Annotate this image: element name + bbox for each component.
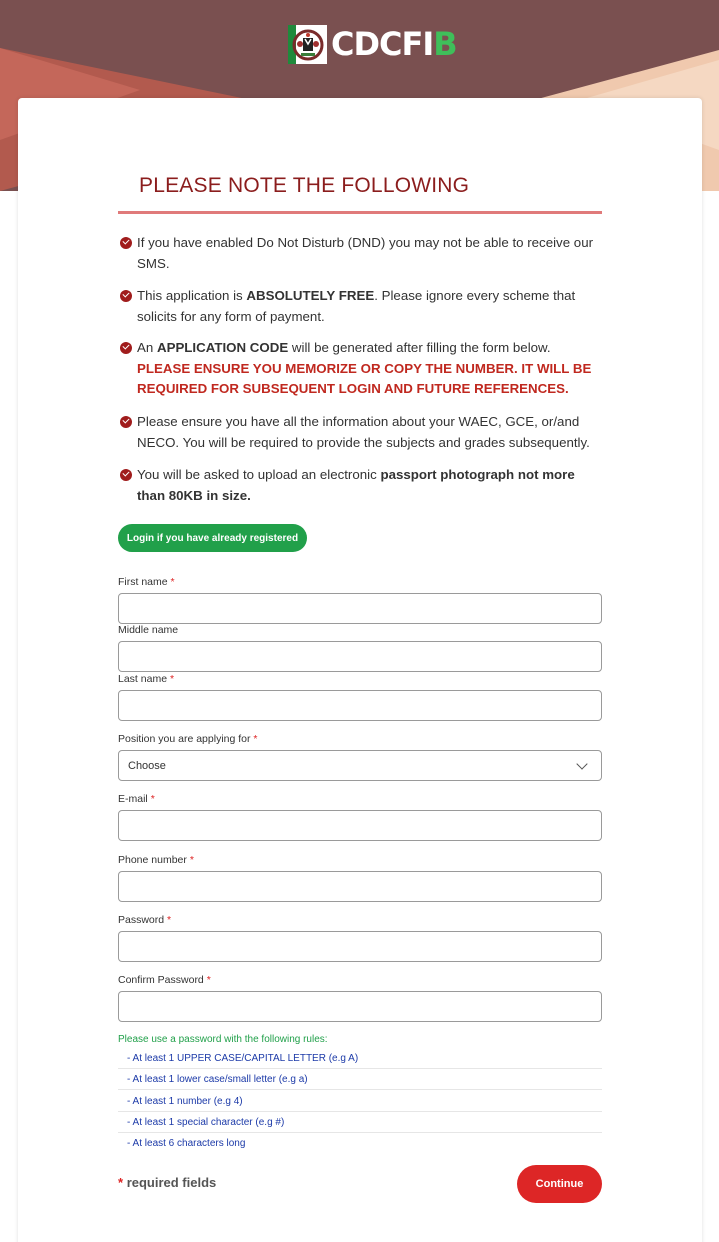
phone-field[interactable] [118, 871, 602, 902]
phone-label: Phone number * [118, 854, 194, 866]
password-rule: - At least 1 special character (e.g #) [118, 1112, 602, 1133]
cdcfib-logo[interactable] [288, 25, 457, 64]
notice-item-dnd: If you have enabled Do Not Disturb (DND) you may not be able to receive our SMS. [118, 233, 602, 274]
check-circle-icon [120, 342, 132, 354]
password-rule: - At least 1 number (e.g 4) [118, 1091, 602, 1112]
position-label: Position you are applying for * [118, 733, 258, 745]
confirm-password-label: Confirm Password * [118, 974, 211, 986]
position-select[interactable] [118, 750, 602, 781]
middle-name-label: Middle name [118, 624, 179, 636]
email-field[interactable] [118, 810, 602, 841]
confirm-password-field[interactable] [118, 991, 602, 1022]
logo-text: CDCFIB [331, 25, 457, 63]
last-name-field[interactable] [118, 690, 602, 721]
coat-of-arms-icon [288, 25, 327, 64]
password-label: Password * [118, 914, 172, 926]
first-name-label: First name * [118, 576, 175, 588]
notice-divider [118, 211, 602, 214]
password-rule: - At least 1 lower case/small letter (e.g a) [118, 1069, 602, 1090]
email-label: E-mail * [118, 793, 155, 805]
notice-item-application-code: An APPLICATION CODE will be generated after filling the form below. PLEASE ENSURE YOU MEMORIZE OR COPY THE NUMBER. IT WILL BE REQUIRED FOR SUBSEQUENT LOGIN AND FUTURE REFERENCES. [118, 338, 602, 400]
middle-name-field[interactable] [118, 641, 602, 672]
chevron-down-icon [576, 758, 587, 769]
password-rules-title: Please use a password with the following rules: [118, 1034, 328, 1045]
position-selected-value: Choose [128, 759, 166, 772]
first-name-field[interactable] [118, 593, 602, 624]
check-circle-icon [120, 290, 132, 302]
notice-item-free: This application is ABSOLUTELY FREE. Please ignore every scheme that solicits for any form of payment. [118, 286, 602, 327]
notice-item-results: Please ensure you have all the information about your WAEC, GCE, or/and NECO. You will be required to provide the subjects and grades subsequently. [118, 412, 602, 453]
notice-title: PLEASE NOTE THE FOLLOWING [139, 174, 470, 197]
check-circle-icon [120, 469, 132, 481]
password-field[interactable] [118, 931, 602, 962]
check-circle-icon [120, 416, 132, 428]
login-button[interactable]: Login if you have already registered [118, 524, 307, 552]
notice-item-passport: You will be asked to upload an electronic passport photograph not more than 80KB in size. [118, 465, 602, 506]
password-rule: - At least 6 characters long [127, 1138, 246, 1149]
password-rule: - At least 1 UPPER CASE/CAPITAL LETTER (e.g A) [118, 1048, 602, 1069]
check-circle-icon [120, 237, 132, 249]
required-fields-note: * required fields [118, 1175, 217, 1190]
continue-button[interactable]: Continue [517, 1165, 602, 1203]
last-name-label: Last name * [118, 673, 175, 685]
